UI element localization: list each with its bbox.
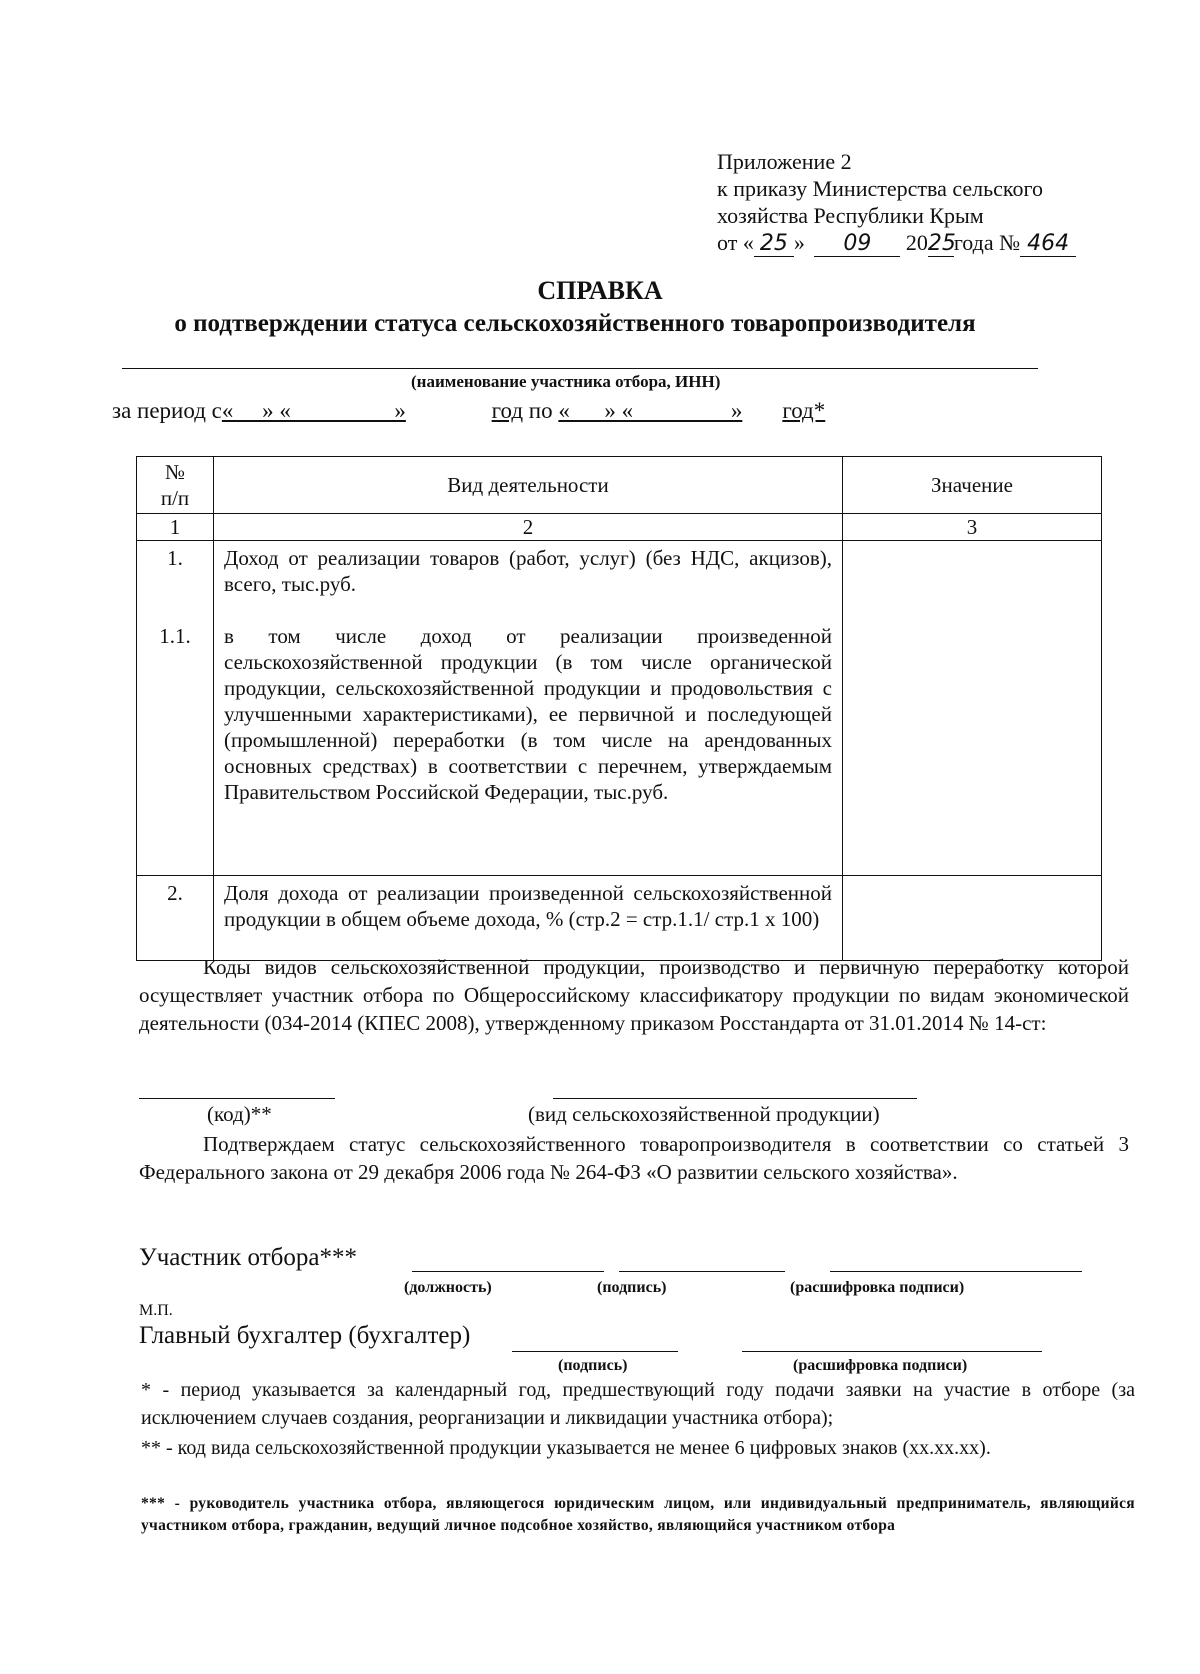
annex-line-2: к приказу Министерства сельского bbox=[717, 176, 1043, 201]
table-row bbox=[137, 876, 1102, 961]
row-2-text: Доля дохода от реализации произведенной сельскохозяйственной продукции в общем объеме дохода, % (стр.2 = стр.1.1/ стр.1 х 100) bbox=[214, 876, 843, 961]
header-number: № п/п bbox=[137, 457, 214, 514]
number-prefix: года № bbox=[953, 230, 1021, 255]
stamp-place: М.П. bbox=[139, 1302, 173, 1319]
participant-label: Участник отбора*** bbox=[139, 1244, 357, 1271]
row-1-value-cell bbox=[843, 541, 1102, 876]
col-number-3: 3 bbox=[843, 514, 1102, 541]
signature-caption: (подпись) bbox=[597, 1279, 667, 1296]
signature-line bbox=[619, 1271, 785, 1272]
confirm-paragraph: Подтверждаем статус сельскохозяйственного товаропроизводителя в соответствии со статьей 3 Федерального закона от 29 декабря 2006 года № 264-ФЗ «О развитии сельского хозяйства». bbox=[139, 1132, 1129, 1184]
date-prefix: от « bbox=[717, 230, 754, 255]
period-prefix: за период с bbox=[112, 398, 222, 423]
period-to-date: « » « » bbox=[558, 398, 743, 423]
row-1-1-text: в том числе доход от реализации произведенной сельскохозяйственной продукции (в том числе органической продукции, сельскохозяйственной продукции и продовольствия с улучшенными характеристиками), ее первичной и последующей (промышленной) переработки (в том числе на арендованных основных средствах) в соответствии с перечнем, утверждаемым Правительством Российской Федерации, тыс.руб. bbox=[224, 624, 832, 804]
handwritten-day: 25 bbox=[754, 232, 794, 257]
participant-caption: (наименование участника отбора, ИНН) bbox=[411, 372, 721, 391]
position-caption: (должность) bbox=[404, 1279, 492, 1296]
col-number-2: 2 bbox=[214, 514, 843, 541]
row-1-number: 1. bbox=[167, 546, 183, 570]
document-subtitle: о подтверждении статуса сельскохозяйственного товаропроизводителя bbox=[174, 310, 976, 337]
code-blank-line bbox=[139, 1098, 335, 1099]
product-caption: (вид сельскохозяйственной продукции) bbox=[528, 1102, 880, 1126]
handwritten-number: 464 bbox=[1020, 232, 1076, 257]
product-blank-line bbox=[553, 1098, 917, 1099]
annex-block bbox=[717, 148, 1076, 257]
accountant-label: Главный бухгалтер (бухгалтер) bbox=[139, 1322, 471, 1349]
row-description-cell bbox=[214, 541, 843, 876]
col-number-1: 1 bbox=[137, 514, 214, 541]
header-activity: Вид деятельности bbox=[214, 457, 843, 514]
annex-line-1: Приложение 2 bbox=[717, 149, 852, 174]
decoding-caption: (расшифровка подписи) bbox=[790, 1279, 965, 1296]
row-1-1-number: 1.1. bbox=[159, 624, 191, 648]
acc-signature-line bbox=[512, 1351, 678, 1352]
position-line bbox=[412, 1271, 604, 1272]
row-1-text: Доход от реализации товаров (работ, услуг) (без НДС, акцизов), всего, тыс.руб. bbox=[224, 546, 832, 596]
handwritten-month: 09 bbox=[814, 232, 900, 257]
table-header-row bbox=[137, 457, 1102, 514]
acc-decoding-caption: (расшифровка подписи) bbox=[793, 1357, 968, 1374]
period-to: по bbox=[523, 398, 559, 423]
handwritten-year: 25 bbox=[927, 231, 956, 256]
document-title: СПРАВКА bbox=[537, 276, 663, 305]
annex-line-3: хозяйства Республики Крым bbox=[717, 203, 984, 228]
code-caption: (код)** bbox=[207, 1102, 272, 1126]
acc-decoding-line bbox=[742, 1351, 1042, 1352]
codes-paragraph: Коды видов сельскохозяйственной продукции, производство и первичную переработку которой осуществляет участник отбора по Общероссийскому классификатору продукции по видам экономической деятельности (034-2014 (КПЕС 2008), утвержденному приказом Росстандарта от 31.01.2014 № 14-ст: bbox=[139, 955, 1129, 1035]
decoding-line bbox=[830, 1271, 1082, 1272]
period-year-1: год bbox=[491, 398, 524, 423]
annex-date-line bbox=[717, 229, 1076, 257]
footnote-2: ** - код вида сельскохозяйственной продукции указывается не менее 6 цифровых знаков (хх.хх.хх). bbox=[141, 1437, 991, 1459]
date-day-close: » bbox=[793, 230, 805, 255]
period-from-date: « » « » bbox=[221, 398, 406, 423]
header-value: Значение bbox=[843, 457, 1102, 514]
indicators-table bbox=[136, 456, 1102, 961]
row-2-value-cell bbox=[843, 876, 1102, 961]
period-line bbox=[112, 398, 825, 424]
year-prefix: 20 bbox=[905, 230, 928, 255]
table-row bbox=[137, 541, 1102, 876]
participant-name-line bbox=[122, 368, 1038, 369]
footnote-1: * - период указывается за календарный год, предшествующий году подачи заявки на участие в отборе (за исключением случаев создания, реорганизации и ликвидации участника отбора); bbox=[141, 1379, 1135, 1429]
row-number-cell bbox=[137, 541, 214, 876]
table-column-numbers-row bbox=[137, 514, 1102, 541]
acc-signature-caption: (подпись) bbox=[558, 1357, 628, 1374]
row-2-number: 2. bbox=[137, 876, 214, 961]
period-year-2: год* bbox=[782, 398, 826, 423]
footnote-3: *** - руководитель участника отбора, являющегося юридическим лицом, или индивидуальный предприниматель, являющийся участником отбора, гражданин, ведущий личное подсобное хозяйство, являющийся участником отбора bbox=[141, 1495, 1135, 1534]
